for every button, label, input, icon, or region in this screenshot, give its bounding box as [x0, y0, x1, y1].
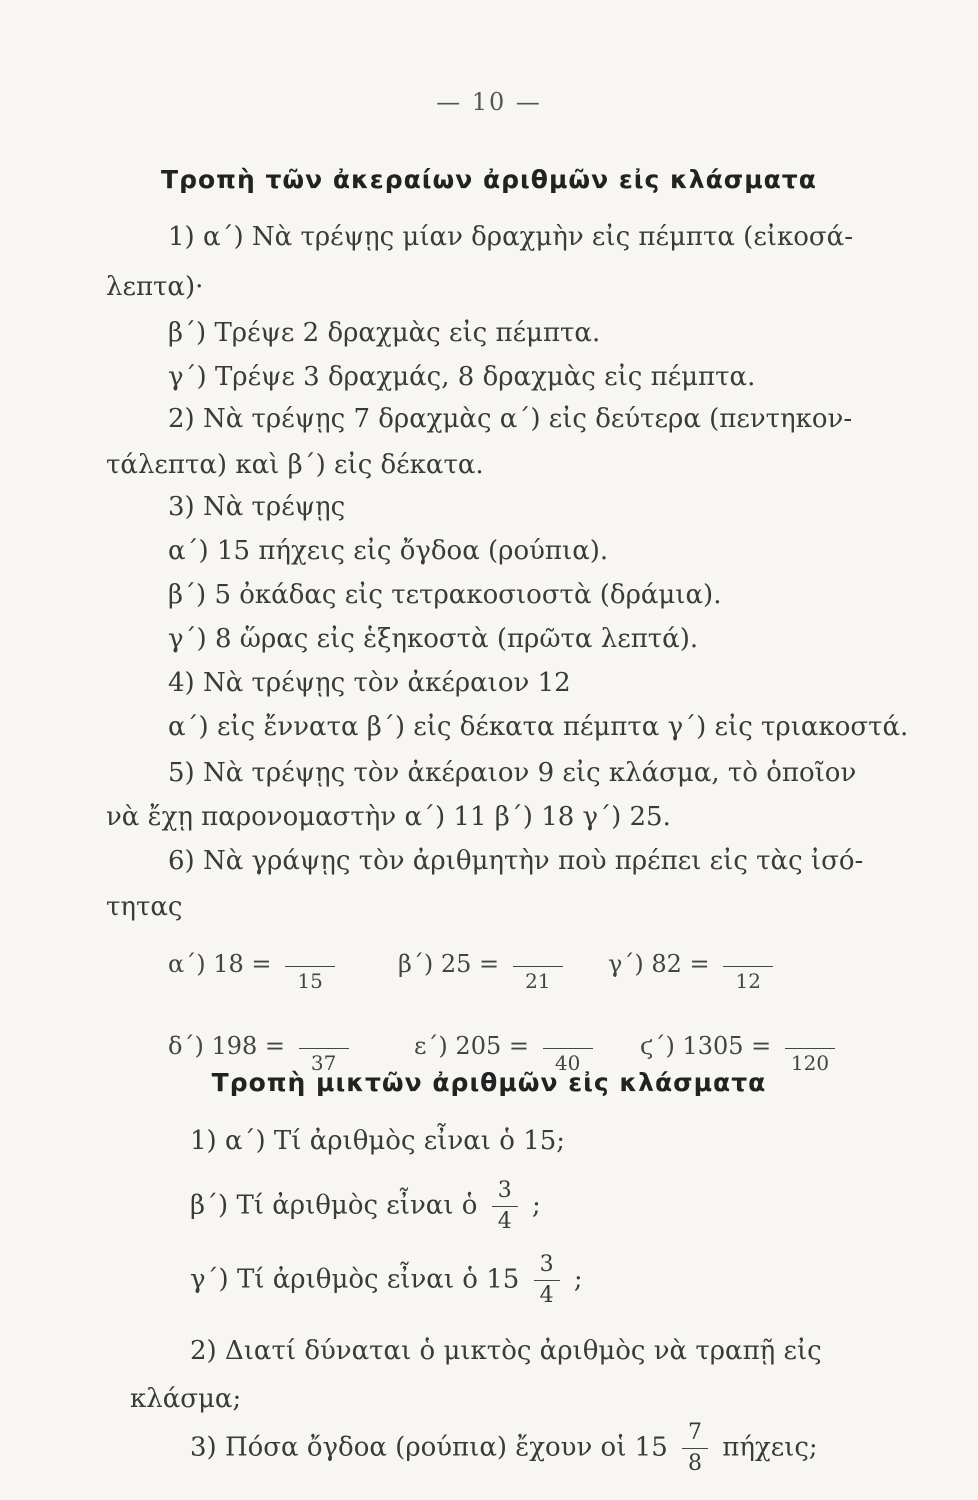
text-line: γ΄) 8 ὥρας εἰς ἑξηκοστὰ (πρῶτα λεπτά).	[168, 624, 699, 654]
equation	[168, 940, 341, 991]
equation	[398, 940, 569, 991]
question-line: γ΄) Τί ἀριθμὸς εἶναι ὁ 15 $\frac{3}{4}$ ;	[190, 1252, 583, 1308]
equation	[608, 940, 779, 991]
equation-label: γ΄) 82 =	[608, 950, 710, 978]
equation-label: ϛ΄) 1305 =	[640, 1032, 772, 1060]
fraction	[492, 1180, 518, 1233]
text-line: 1) α΄) Νὰ τρέψῃς μίαν δραχμὴν εἰς πέμπτα (εἰκοσά-	[168, 222, 853, 252]
text-line: 4) Νὰ τρέψῃς τὸν ἀκέραιον 12	[168, 668, 571, 698]
fraction-denominator: 15	[297, 969, 323, 993]
equation-label: δ΄) 198 =	[168, 1032, 285, 1060]
fraction	[543, 1022, 593, 1073]
fraction-denominator: 4	[497, 1209, 512, 1234]
text-line: 5) Νὰ τρέψῃς τὸν ἀκέραιον 9 εἰς κλάσμα, τὸ ὁποῖον	[168, 758, 857, 788]
text-line: α΄) 15 πήχεις εἰς ὄγδοα (ρούπια).	[168, 536, 609, 566]
question-line: κλάσμα;	[130, 1384, 242, 1414]
fraction	[285, 940, 335, 991]
text-line: γ΄) Τρέψε 3 δραχμάς, 8 δραχμὰς εἰς πέμπτα.	[168, 362, 756, 392]
fraction-denominator: 40	[554, 1051, 581, 1075]
page-number: — 10 —	[436, 88, 542, 116]
fraction	[682, 1422, 708, 1475]
text-line: β΄) 5 ὀκάδας εἰς τετρακοσιοστὰ (δράμια).	[168, 580, 722, 610]
section-heading-mixed: Τροπὴ μικτῶν ἀριθμῶν εἰς κλάσματα	[211, 1068, 767, 1097]
equation	[168, 1022, 355, 1073]
text-line: 3) Νὰ τρέψῃς	[168, 492, 346, 522]
fraction-denominator: 12	[735, 969, 761, 993]
question-line: 2) Διατί δύναται ὁ μικτὸς ἀριθμὸς νὰ τραπῇ εἰς	[190, 1336, 822, 1366]
question-line: 1) α΄) Τί ἀριθμὸς εἶναι ὁ 15;	[190, 1126, 566, 1156]
equation	[414, 1022, 599, 1073]
fraction	[299, 1022, 349, 1073]
fraction-denominator: 8	[688, 1451, 703, 1476]
fraction	[785, 1022, 835, 1073]
question-line: β΄) Τί ἀριθμὸς εἶναι ὁ $\frac{3}{4}$ ;	[190, 1178, 541, 1234]
fraction	[534, 1254, 560, 1307]
fraction	[513, 940, 563, 991]
fraction-denominator: 37	[310, 1051, 337, 1075]
section-heading-integers: Τροπὴ τῶν ἀκεραίων ἀριθμῶν εἰς κλάσματα	[161, 165, 817, 194]
equation	[640, 1022, 841, 1073]
text-line: 6) Νὰ γράψῃς τὸν ἀριθμητὴν ποὺ πρέπει εἰς τὰς ἰσό-	[168, 846, 864, 876]
text-line: β΄) Τρέψε 2 δραχμὰς εἰς πέμπτα.	[168, 318, 601, 348]
text-line: λεπτα)·	[106, 272, 204, 302]
equation-label: β΄) 25 =	[398, 950, 500, 978]
text-line: τάλεπτα) καὶ β΄) εἰς δέκατα.	[106, 450, 484, 480]
equation-label: α΄) 18 =	[168, 950, 272, 978]
text-line: τητας	[106, 892, 183, 922]
fraction-denominator: 120	[790, 1051, 830, 1075]
equation-label: ε΄) 205 =	[414, 1032, 529, 1060]
fraction	[723, 940, 773, 991]
question-line: 3) Πόσα ὄγδοα (ρούπια) ἔχουν οἱ 15 $\frac{7}{8}$ πήχεις;	[190, 1420, 818, 1476]
fraction-numerator: 3	[539, 1252, 554, 1277]
text-line: νὰ ἔχῃ παρονομαστὴν α΄) 11 β΄) 18 γ΄) 25.	[106, 802, 671, 832]
fraction-numerator: 3	[497, 1178, 512, 1203]
text-line: 2) Νὰ τρέψῃς 7 δραχμὰς α΄) εἰς δεύτερα (πεντηκον-	[168, 404, 853, 434]
fraction-denominator: 21	[525, 969, 551, 993]
text-line: α΄) εἰς ἔννατα β΄) εἰς δέκατα πέμπτα γ΄) εἰς τριακοστά.	[168, 712, 909, 742]
fraction-denominator: 4	[539, 1283, 554, 1308]
fraction-numerator: 7	[688, 1420, 703, 1445]
